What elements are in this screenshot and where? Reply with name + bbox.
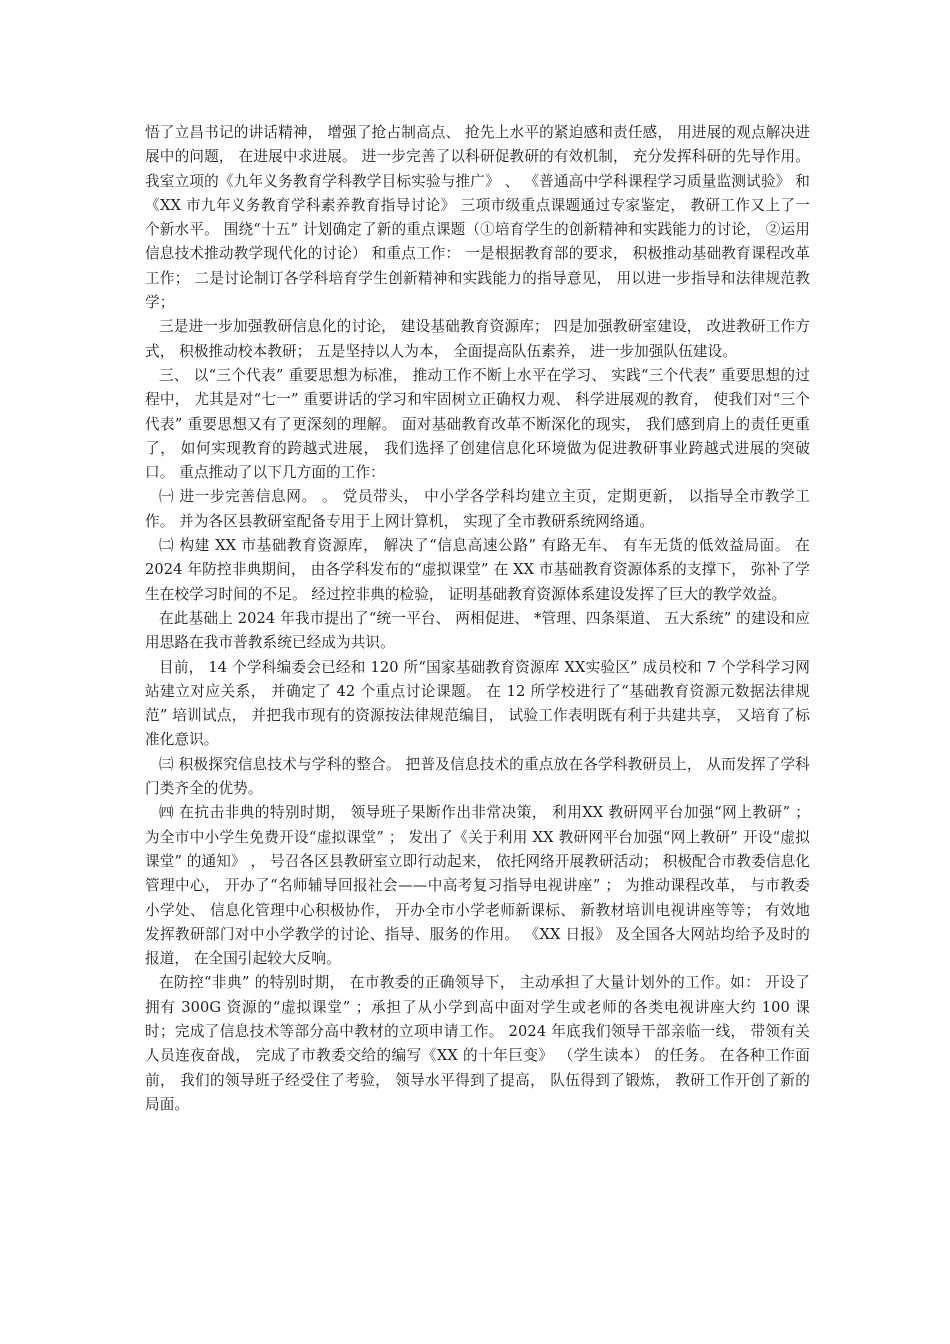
paragraph-item-two-resource-library: ㈡ 构建 XX 市基础教育资源库， 解决了“信息高速公路” 有路无车、 有车无货的低效益局面。 在 2024 年防控非典期间， 由各学科发布的“虚拟课堂” 在 XX 市基础教育资源体系的支撑下， 弥补了学生在校学习时间的不足。 经过控非典的检验， 证明基础教育资源体系建设发挥了巨大的教学效益。 <box>145 537 810 603</box>
document-page <box>145 121 810 1117</box>
paragraph-research-guidance: 悟了立昌书记的讲话精神， 增强了抢占制高点、 抢先上水平的紧迫感和责任感， 用进展的观点解决进展中的问题， 在进展中求进展。 进一步完善了以科研促教研的有效机制， 充分发挥科研的先导作用。 我室立项的《九年义务教育学科教学目标实验与推广》 、 《普通高中学科课程学习质量监测试验》 和《XX 市九年义务教育学科素养教育指导讨论》 三项市级重点课题通过专家鉴定， 教研工作又上了一个新水平。 围绕“十五” 计划确定了新的重点课题（①培育学生的创新精神和实践能力的讨论， ②运用信息技术推动教学现代化的讨论） 和重点工作： 一是根据教育部的要求， 积极推动基础教育课程改革工作； 二是讨论制订各学科培育学生创新精神和实践能力的指导意见， 用以进一步指导和法律规范教学； <box>145 124 810 312</box>
paragraph-third-fourth-fifth-tasks: 三是进一步加强教研信息化的讨论， 建设基础教育资源库； 四是加强教研室建设， 改进教研工作方式， 积极推动校本教研； 五是坚持以人为本， 全面提高队伍素养， 进一步加强队伍建设。 <box>145 318 810 360</box>
paragraph-item-four-sars-period: ㈣ 在抗击非典的特别时期， 领导班子果断作出非常决策， 利用XX 教研网平台加强“网上教研” ； 为全市中小学生免费开设“虚拟课堂” ； 发出了《关于利用 XX 教研网平台加强“网上教研” 开设“虚拟课堂” 的通知》 ， 号召各区县教研室立即行动起来， 依托网络开展教研活动； 积极配合市教委信息化管理中心， 开办了“名师辅导回报社会——中高考复习指导电视讲座” ； 为推动课程改革， 与市教委小学处、 信息化管理中心积极协作， 开办全市小学老师新课标、 新教材培训电视讲座等等； 有效地发挥教研部门对中小学教学的讨论、指导、服务的作用。 《XX 日报》 及全国各大网站均给予及时的报道， 在全国引起较大反响。 <box>145 804 810 968</box>
paragraph-unified-platform: 在此基础上 2024 年我市提出了“统一平台、 两相促进、 *管理、四条渠道、 五大系统” 的建设和应用思路在我市普教系统已经成为共识。 <box>145 609 810 652</box>
paragraph-item-one-network: ㈠ 进一步完善信息网。 。 党员带头， 中小学各学科均建立主页，定期更新， 以指导全市教学工作。 并为各区县教研室配备专用于上网计算机， 实现了全市教研系统网络通。 <box>145 488 810 530</box>
paragraph-item-three-integration: ㈢ 积极探究信息技术与学科的整合。 把普及信息技术的重点放在各学科教研员上， 从而发挥了学科门类齐全的优势。 <box>145 755 810 798</box>
paragraph-extra-work: 在防控“非典” 的特别时期， 在市教委的正确领导下， 主动承担了大量计划外的工作。如： 开设了拥有 300G 资源的“虚拟课堂” ；承担了从小学到高中面对学生或老师的各类电视讲座大约 100 课时；完成了信息技术等部分高中教材的立项申请工作。 2024 年底我们领导干部亲临一线， 带领有关人员连夜奋战， 完成了市教委交给的编写《XX 的十年巨变》 （学生读本） 的任务。 在各种工作面前， 我们的领导班子经受住了考验， 领导水平得到了提高， 队伍得到了锻炼， 教研工作开创了新的局面。 <box>145 974 810 1113</box>
paragraph-subject-committees: 目前， 14 个学科编委会已经和 120 所“国家基础教育资源库 XX实验区” 成员校和 7 个学科学习网站建立对应关系， 并确定了 42 个重点讨论课题。 在 12 所学校进行了“基础教育资源元数据法律规范” 培训试点， 并把我市现有的资源按法律规范编目， 试验工作表明既有利于共建共享， 又培育了标准化意识。 <box>145 658 810 749</box>
paragraph-section-three-heading: 三、 以“三个代表” 重要思想为标准， 推动工作不断上水平在学习、 实践“三个代表” 重要思想的过程中， 尤其是对“七一” 重要讲话的学习和牢固树立正确权力观、 科学进展观的教育， 使我们对“三个代表” 重要思想又有了更深刻的理解。 面对基础教育改革不断深化的现实， 我们感到肩上的责任更重了， 如何实现教育的跨越式进展， 我们选择了创建信息化环境做为促进教研事业跨越式进展的突破口。 重点推动了以下几方面的工作： <box>145 366 810 482</box>
